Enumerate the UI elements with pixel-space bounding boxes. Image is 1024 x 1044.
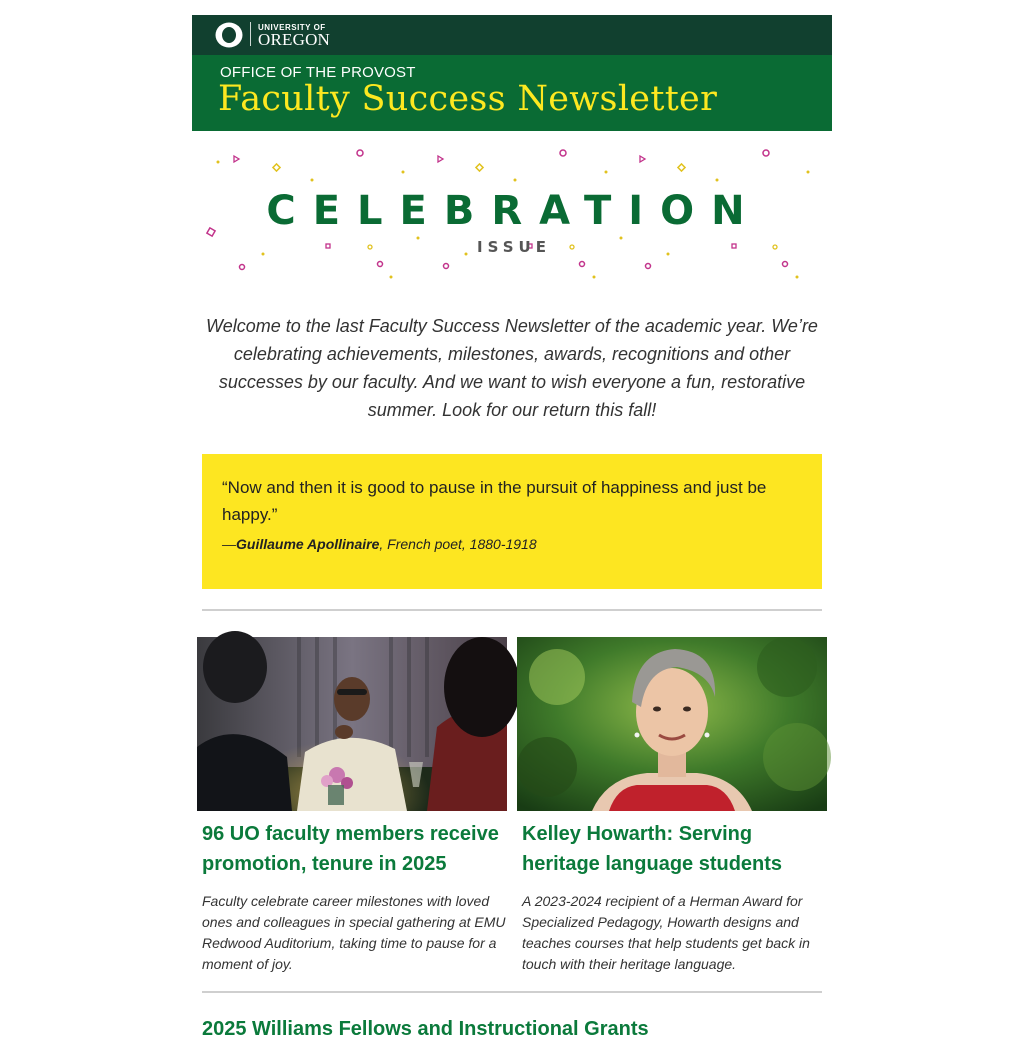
logo-oregon: OREGON <box>258 30 331 49</box>
article-card[interactable] <box>197 637 507 975</box>
article-photo-celebration-dinner[interactable] <box>197 637 507 811</box>
newsletter-title: Faculty Success Newsletter <box>218 79 718 119</box>
issue-word: ISSUE <box>477 238 551 256</box>
article-description: Faculty celebrate career milestones with loved ones and colleagues in special gathering at EMU Redwood Auditorium, taking time to pause for a moment of joy. <box>202 893 506 972</box>
dinner-photo-illustration <box>197 637 507 811</box>
logo-university-of: UNIVERSITY OF <box>258 23 326 32</box>
article-photo-kelley-howarth[interactable] <box>517 637 827 811</box>
portrait-photo-illustration <box>517 637 827 811</box>
next-article-title-link[interactable]: 2025 Williams Fellows and Instructional Grants <box>202 1018 649 1040</box>
article-card[interactable] <box>517 637 827 975</box>
quote-attribution <box>222 536 802 552</box>
celebration-issue-graphic <box>202 140 822 288</box>
quote-box <box>202 454 822 589</box>
oregon-o-logo-icon <box>214 21 244 49</box>
intro-paragraph: Welcome to the last Faculty Success Newsletter of the academic year. We’re celebrating achievements, milestones, awards, recognitions and other successes by our faculty. And we want to wish everyone a fun, restorative summer. Look for our return this fall! <box>206 316 818 420</box>
article-title-link[interactable]: 96 UO faculty members receive promotion, tenure in 2025 <box>202 823 499 875</box>
celebration-word: CELEBRATION <box>266 188 762 234</box>
section-divider <box>202 991 822 993</box>
quote-author-detail: , French poet, 1880-1918 <box>379 536 537 552</box>
logo-divider <box>250 22 251 46</box>
newsletter-banner <box>192 55 832 131</box>
office-label: OFFICE OF THE PROVOST <box>220 64 416 81</box>
quote-author: Guillaume Apollinaire <box>236 536 380 552</box>
top-bar <box>192 15 832 55</box>
article-description: A 2023-2024 recipient of a Herman Award for Specialized Pedagogy, Howarth designs and teaches courses that help students get back in touch with their heritage language. <box>522 893 810 972</box>
quote-text: “Now and then it is good to pause in the pursuit of happiness and just be happy.” <box>222 478 767 524</box>
quote-dash: — <box>222 536 236 552</box>
article-title-link[interactable]: Kelley Howarth: Serving heritage language students <box>522 823 783 875</box>
section-divider <box>202 609 822 611</box>
